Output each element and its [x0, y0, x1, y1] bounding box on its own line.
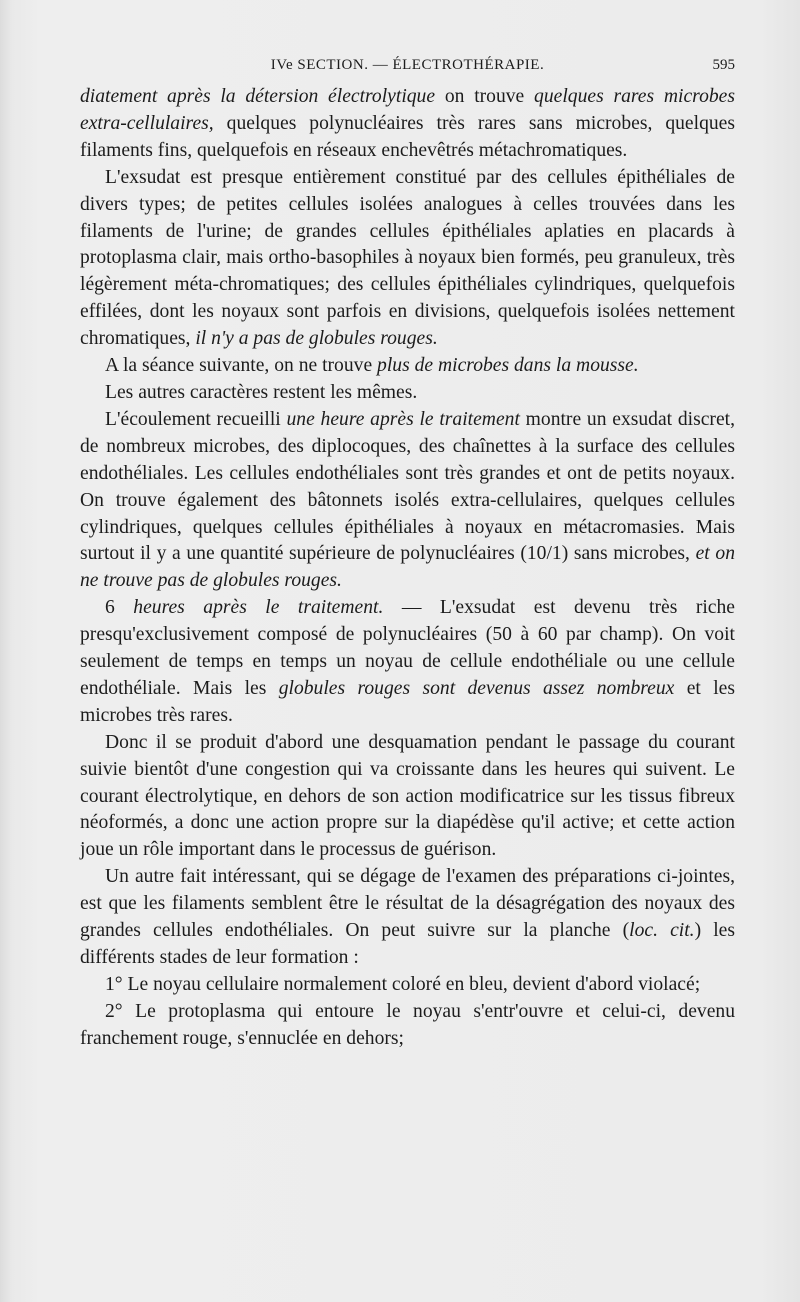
- text-segment: Les autres caractères restent les mêmes.: [105, 381, 418, 403]
- text-segment: diatement après la détersion électrolytique: [80, 86, 436, 107]
- text-segment: L'exsudat est presque entièrement constitué par des cellules épithéliales de divers types; de petites cellules isolées analogues à celles trouvées dans les filaments de l'urine; de grandes cellules épithéliales aplaties en placards à protoplasma clair, mais ortho-basophiles à noyaux bien formés, peu granuleux, très légèrement méta-chromatiques; des cellules épithéliales cylindriques, quelquefois effilées, dont les noyaux sont parfois en divisions, quelquefois isolées nettement chromatiques,: [80, 166, 735, 350]
- text-segment: 6: [105, 597, 134, 619]
- text-segment: Donc il se produit d'abord une desquamation pendant le passage du courant suivie bientôt d'une congestion qui va croissante dans les heures qui suivent. Le courant électrolytique, en dehors de son action modificatrice sur les tissus fibreux néoformés, a donc une action propre sur la diapédèse qu'il active; et cette action joue un rôle important dans le processus de guérison.: [80, 731, 735, 861]
- paragraph-6: [80, 730, 735, 865]
- paragraph-3: [80, 380, 735, 407]
- text-segment: L'écoulement recueilli: [105, 408, 287, 430]
- text-segment: A la séance suivante, on ne trouve: [105, 355, 378, 377]
- paragraph-7: [80, 864, 735, 972]
- paragraph-1: [80, 165, 735, 353]
- text-segment: 2° Le protoplasma qui entoure le noyau s'entr'ouvre et celui-ci, devenu franchement rouge, s'ennuclée en dehors;: [80, 1000, 735, 1049]
- paragraph-9: [80, 999, 735, 1053]
- body-text: [80, 84, 735, 1053]
- text-segment: loc. cit.: [629, 920, 695, 942]
- paragraph-2: [80, 353, 735, 380]
- text-segment: il n'y a pas de globules rouges.: [195, 328, 438, 350]
- page-header: [80, 55, 735, 79]
- paragraph-8: [80, 972, 735, 999]
- text-segment: et on ne trouve pas de globules rouges.: [80, 543, 735, 592]
- paragraph-0: [80, 84, 735, 165]
- paragraph-5: [80, 595, 735, 730]
- text-segment: — L'exsudat est devenu très riche presqu'exclusivement composé de polynucléaires (50 à 60 par champ). On voit seulement de temps en temps un noyau de cellule endothéliale ou une cellule endothéliale. Mais les: [80, 597, 735, 699]
- text-segment: quelques rares microbes extra-cellulaires,: [80, 86, 735, 134]
- running-title: IVe SECTION. — ÉLECTROTHÉRAPIE.: [270, 57, 545, 73]
- text-segment: Un autre fait intéressant, qui se dégage de l'examen des préparations ci-jointes, est que les filaments semblent être le résultat de la désagrégation des noyaux des grandes cellules endothéliales. On peut suivre sur la planche (: [80, 866, 735, 942]
- text-segment: une heure après le traitement: [286, 408, 520, 430]
- text-segment: globules rouges sont devenus assez nombreux: [278, 677, 675, 699]
- text-segment: ) les différents stades de leur formation :: [80, 920, 735, 968]
- text-segment: 1° Le noyau cellulaire normalement coloré en bleu, devient d'abord violacé;: [105, 973, 701, 995]
- text-segment: on trouve: [435, 86, 535, 107]
- text-segment: et les microbes très rares.: [80, 677, 736, 726]
- text-segment: quelques polynucléaires très rares sans microbes, quelques filaments fins, quelquefois en réseaux enchevêtrés métachromatiques.: [80, 112, 735, 161]
- page-number: 595: [712, 57, 735, 73]
- text-segment: heures après le traitement.: [133, 597, 384, 619]
- text-segment: montre un exsudat discret, de nombreux microbes, des diplocoques, des chaînettes à la surface des cellules endothéliales. Les cellules endothéliales sont très grandes et ont de petits noyaux. On trouve également des bâtonnets isolés extra-cellulaires, quelques cellules cylindriques, quelques cellules épithéliales à noyaux en métacromasies. Mais surtout il y a une quantité supérieure de polynucléaires (10/1) sans microbes,: [80, 408, 735, 565]
- text-segment: plus de microbes dans la mousse.: [377, 355, 639, 377]
- paragraph-4: [80, 407, 735, 595]
